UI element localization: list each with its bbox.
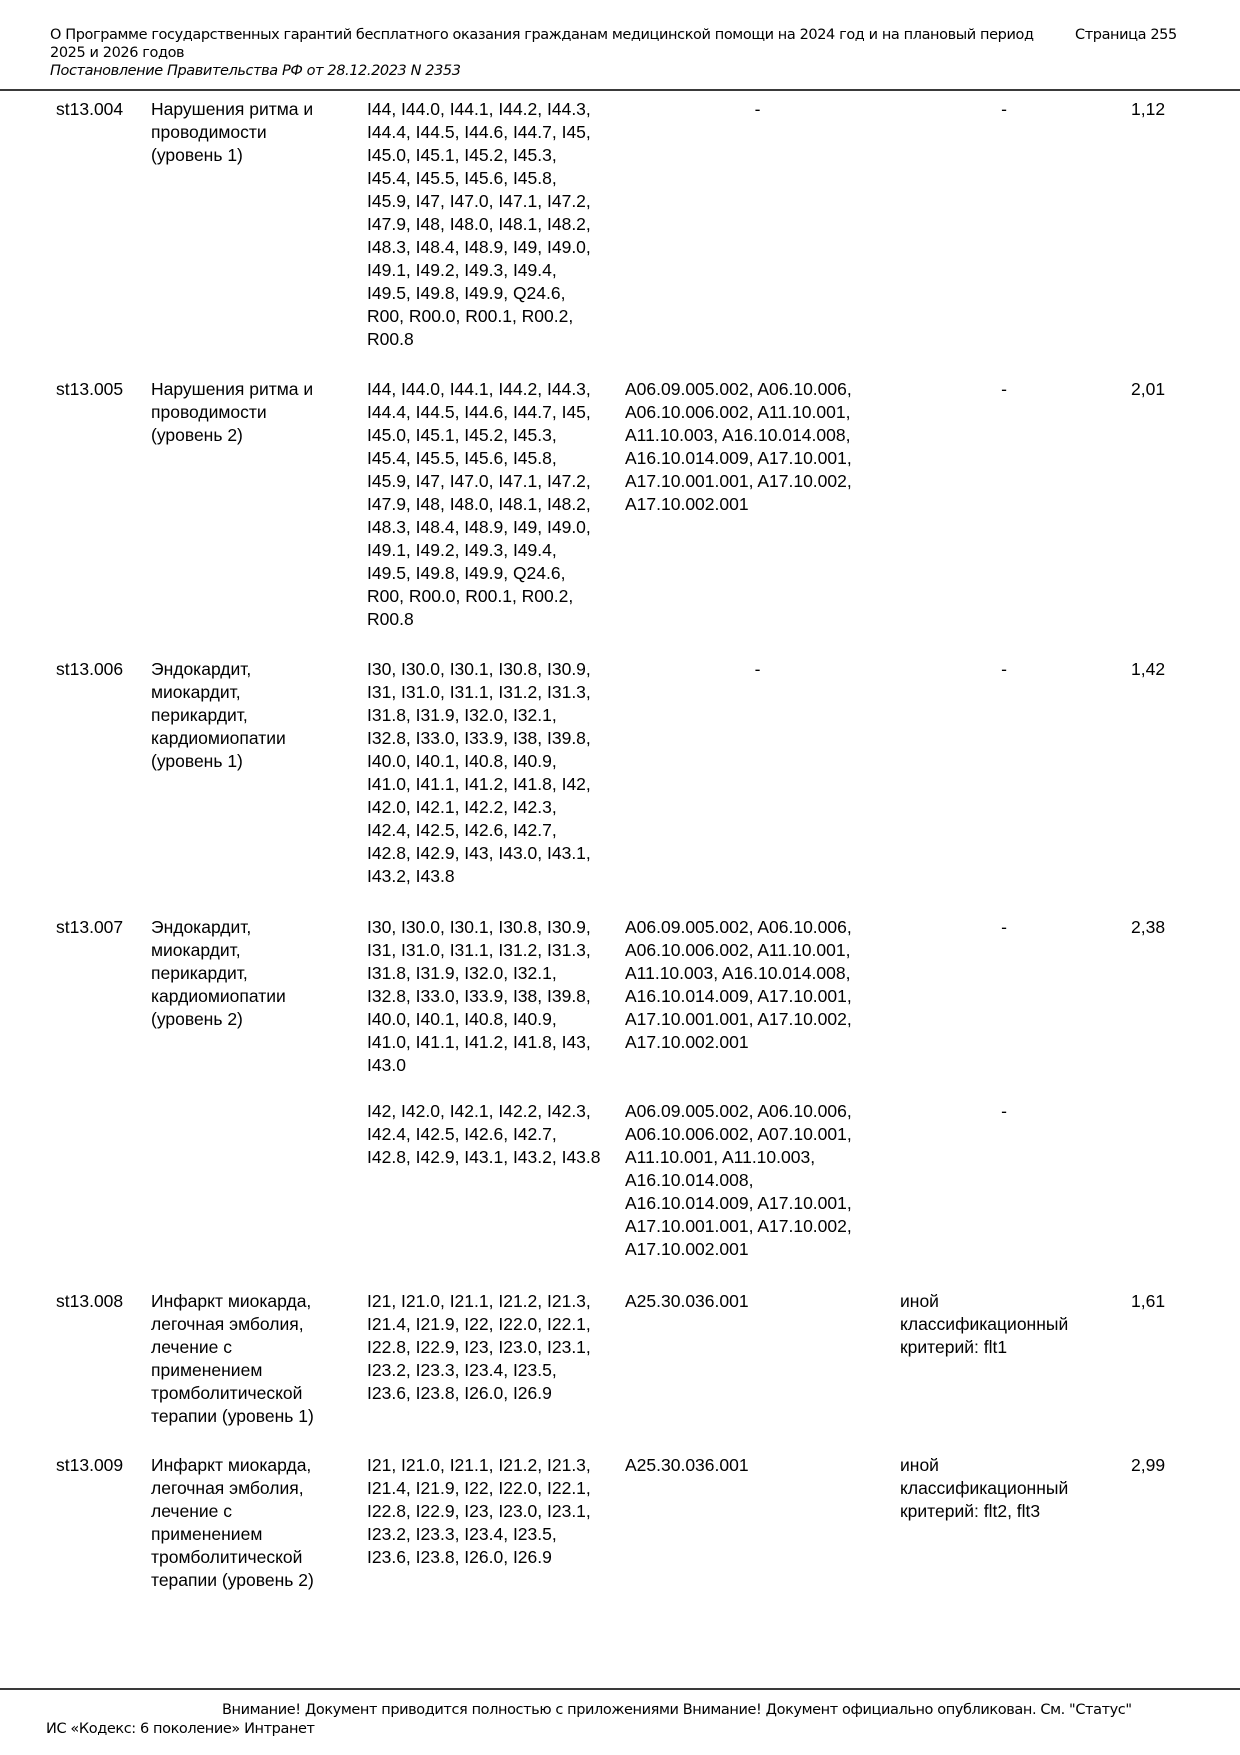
row-code: st13.004 bbox=[56, 99, 124, 119]
row-services: A25.30.036.001 bbox=[625, 1291, 749, 1311]
row-icd-codes: I44, I44.0, I44.1, I44.2, I44.3, I44.4, I44.5, I44.6, I44.7, I45, I45.0, I45.1, I45.2, I45.3, I45.4, I45.5, I45.6, I45.8, I45.9, I47, I47.0, I47.1, I47.2, I47.9, I48, I48.0, I48.1, I48.2, I48.3, I48.4, I48.9, I49, I49.0, I49.1, I49.2, I49.3, I49.4, I49.5, I49.8, I49.9, Q24.6, R00, R00.0, R00.1, R00.2, R00.8 bbox=[367, 379, 591, 629]
row-coefficient: 2,99 bbox=[1131, 1455, 1166, 1475]
footer-notice: Внимание! Документ приводится полностью с приложениями Внимание! Документ официально опубликован. См. "Статус" bbox=[222, 1702, 1132, 1718]
row-code: st13.005 bbox=[56, 379, 124, 399]
row-code: st13.009 bbox=[56, 1455, 124, 1475]
row-criteria: иной классификационный критерий: flt1 bbox=[900, 1291, 1069, 1357]
row-criteria: иной классификационный критерий: flt2, flt3 bbox=[900, 1455, 1069, 1521]
row-name: Нарушения ритма и проводимости (уровень 2) bbox=[151, 379, 314, 445]
row-coefficient: 1,12 bbox=[1131, 99, 1166, 119]
row-coefficient: 2,38 bbox=[1131, 917, 1166, 937]
row-services: A25.30.036.001 bbox=[625, 1455, 749, 1475]
row-criteria: - bbox=[1001, 917, 1007, 937]
row-name: Нарушения ритма и проводимости (уровень 1) bbox=[151, 99, 314, 165]
subrow-icd-codes: I42, I42.0, I42.1, I42.2, I42.3, I42.4, I42.5, I42.6, I42.7, I42.8, I42.9, I43.1, I43.2, I43.8 bbox=[367, 1101, 601, 1167]
decree-reference: Постановление Правительства РФ от 28.12.2023 N 2353 bbox=[50, 63, 461, 79]
row-icd-codes: I21, I21.0, I21.1, I21.2, I21.3, I21.4, I21.9, I22, I22.0, I22.1, I22.8, I22.9, I23, I23.0, I23.1, I23.2, I23.3, I23.4, I23.5, I23.6, I23.8, I26.0, I26.9 bbox=[367, 1291, 591, 1403]
row-services: - bbox=[754, 99, 761, 119]
header-divider bbox=[0, 89, 1240, 91]
row-criteria: - bbox=[1001, 659, 1007, 679]
row-criteria: - bbox=[1001, 379, 1007, 399]
row-coefficient: 2,01 bbox=[1131, 379, 1166, 399]
subrow-criteria: - bbox=[1001, 1101, 1007, 1121]
row-name: Эндокардит, миокардит, перикардит, кардиомиопатии (уровень 2) bbox=[151, 917, 286, 1029]
row-icd-codes: I30, I30.0, I30.1, I30.8, I30.9, I31, I31.0, I31.1, I31.2, I31.3, I31.8, I31.9, I32.0, I32.1, I32.8, I33.0, I33.9, I38, I39.8, I40.0, I40.1, I40.8, I40.9, I41.0, I41.1, I41.2, I41.8, I42, I42.0, I42.1, I42.2, I42.3, I42.4, I42.5, I42.6, I42.7, I42.8, I42.9, I43, I43.0, I43.1, I43.2, I43.8 bbox=[367, 659, 591, 886]
row-icd-codes: I21, I21.0, I21.1, I21.2, I21.3, I21.4, I21.9, I22, I22.0, I22.1, I22.8, I22.9, I23, I23.0, I23.1, I23.2, I23.3, I23.4, I23.5, I23.6, I23.8, I26.0, I26.9 bbox=[367, 1455, 591, 1567]
row-criteria: - bbox=[1001, 99, 1007, 119]
row-icd-codes: I44, I44.0, I44.1, I44.2, I44.3, I44.4, I44.5, I44.6, I44.7, I45, I45.0, I45.1, I45.2, I45.3, I45.4, I45.5, I45.6, I45.8, I45.9, I47, I47.0, I47.1, I47.2, I47.9, I48, I48.0, I48.1, I48.2, I48.3, I48.4, I48.9, I49, I49.0, I49.1, I49.2, I49.3, I49.4, I49.5, I49.8, I49.9, Q24.6, R00, R00.0, R00.1, R00.2, R00.8 bbox=[367, 99, 591, 349]
document-title: О Программе государственных гарантий бесплатного оказания гражданам медицинской помощи на 2024 год и на плановый период 2025 и 2026 годов bbox=[50, 27, 1034, 61]
row-name: Эндокардит, миокардит, перикардит, кардиомиопатии (уровень 1) bbox=[151, 659, 286, 771]
row-name: Инфаркт миокарда, легочная эмболия, лечение с применением тромболитической терапии (уровень 2) bbox=[151, 1455, 314, 1590]
footer-divider bbox=[0, 1688, 1240, 1690]
row-services: A06.09.005.002, A06.10.006, A06.10.006.002, A11.10.001, A11.10.003, A16.10.014.008, A16.10.014.009, A17.10.001, A17.10.001.001, A17.10.002, A17.10.002.001 bbox=[625, 917, 852, 1052]
page-number: Страница 255 bbox=[1075, 27, 1177, 43]
row-code: st13.008 bbox=[56, 1291, 124, 1311]
footer-source: ИС «Кодекс: 6 поколение» Интранет bbox=[46, 1721, 315, 1737]
row-code: st13.007 bbox=[56, 917, 124, 937]
row-coefficient: 1,42 bbox=[1131, 659, 1166, 679]
subrow-services: A06.09.005.002, A06.10.006, A06.10.006.002, A07.10.001, A11.10.001, A11.10.003, A16.10.014.008, A16.10.014.009, A17.10.001, A17.10.001.001, A17.10.002, A17.10.002.001 bbox=[625, 1101, 852, 1259]
row-code: st13.006 bbox=[56, 659, 124, 679]
row-icd-codes: I30, I30.0, I30.1, I30.8, I30.9, I31, I31.0, I31.1, I31.2, I31.3, I31.8, I31.9, I32.0, I32.1, I32.8, I33.0, I33.9, I38, I39.8, I40.0, I40.1, I40.8, I40.9, I41.0, I41.1, I41.2, I41.8, I43, I43.0 bbox=[367, 917, 591, 1075]
row-name: Инфаркт миокарда, легочная эмболия, лечение с применением тромболитической терапии (уровень 1) bbox=[151, 1291, 314, 1426]
row-coefficient: 1,61 bbox=[1131, 1291, 1166, 1311]
row-services: A06.09.005.002, A06.10.006, A06.10.006.002, A11.10.001, A11.10.003, A16.10.014.008, A16.10.014.009, A17.10.001, A17.10.001.001, A17.10.002, A17.10.002.001 bbox=[625, 379, 852, 514]
row-services: - bbox=[754, 659, 761, 679]
